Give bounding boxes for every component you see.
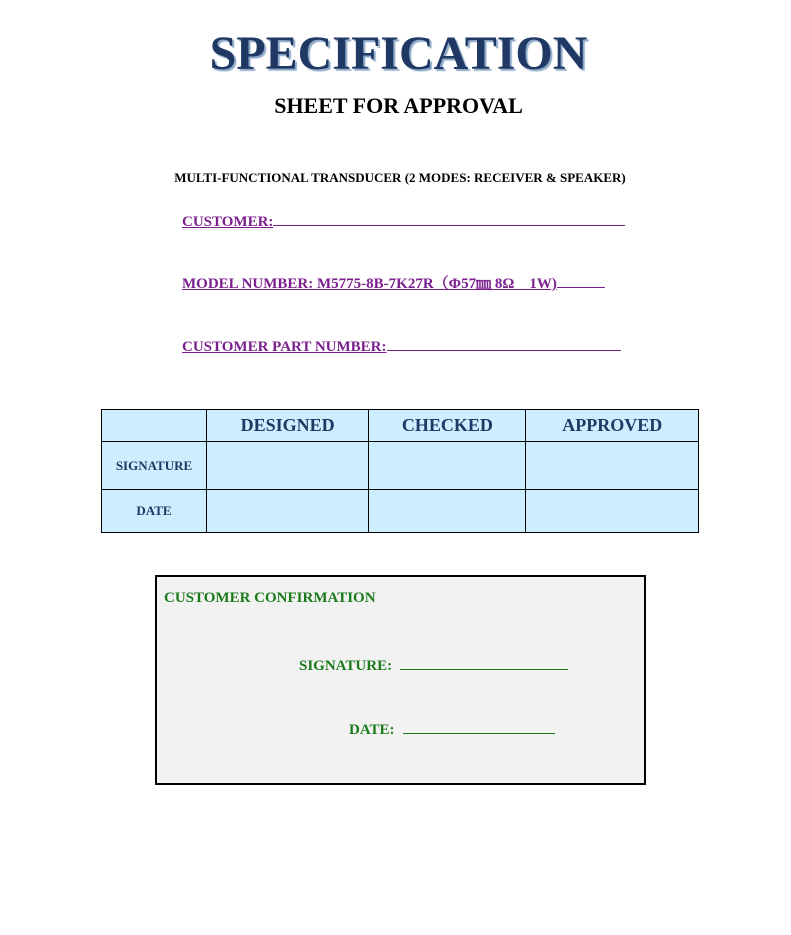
model-number-field [182,272,605,294]
header-designed: DESIGNED [207,410,369,442]
designed-date-cell [207,490,369,533]
product-description: MULTI-FUNCTIONAL TRANSDUCER (2 MODES: RECEIVER & SPEAKER) [174,170,626,185]
checked-date-cell [369,490,526,533]
approval-table [101,409,699,533]
confirmation-date [349,719,555,739]
customer-confirmation-box [155,575,646,785]
confirmation-date-label: DATE: [349,722,395,738]
confirmation-date-blank [403,719,555,734]
header-checked: CHECKED [369,410,526,442]
customer-blank [273,210,625,226]
customer-part-number-field [182,335,621,357]
page-subtitle: SHEET FOR APPROVAL [274,93,523,118]
confirmation-signature-blank [400,655,568,670]
customer-part-number-blank [387,335,621,351]
customer-label: CUSTOMER: [182,214,274,230]
row-label-signature: SIGNATURE [102,442,207,490]
table-row [102,490,699,533]
table-corner-cell [102,410,207,442]
approved-date-cell [526,490,699,533]
table-header-row [102,410,699,442]
confirmation-signature-label: SIGNATURE: [299,658,393,674]
customer-field [182,210,625,232]
customer-part-number-label: CUSTOMER PART NUMBER: [182,339,387,355]
page-title: SPECIFICATION [209,27,588,80]
header-approved: APPROVED [526,410,699,442]
model-number-label: MODEL NUMBER: M5775-8B-7K27R（Φ57㎜ 8Ω 1W) [182,276,557,292]
row-label-date: DATE [102,490,207,533]
approved-signature-cell [526,442,699,490]
checked-signature-cell [369,442,526,490]
designed-signature-cell [207,442,369,490]
table-row [102,442,699,490]
model-number-blank [557,272,605,288]
confirmation-title: CUSTOMER CONFIRMATION [164,590,376,606]
confirmation-signature [299,655,568,675]
